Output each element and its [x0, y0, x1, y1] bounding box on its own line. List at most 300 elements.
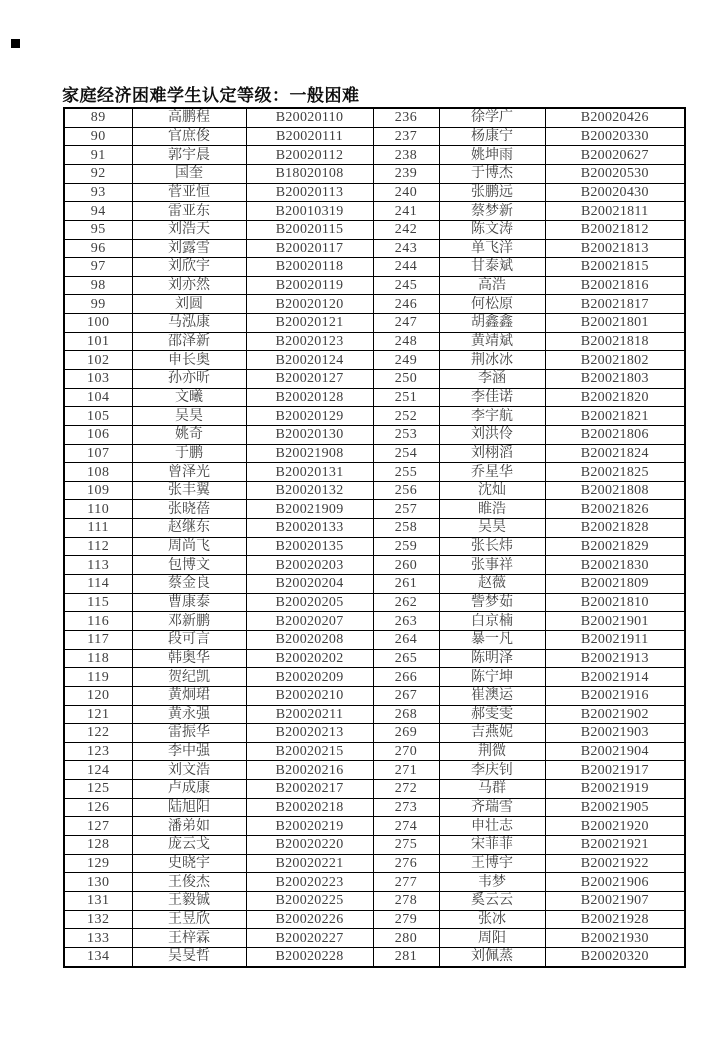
table-row — [64, 127, 685, 146]
student-id-cell: B20021906 — [545, 873, 685, 892]
serial-cell: 109 — [64, 481, 132, 500]
student-id-cell: B20020221 — [246, 854, 373, 873]
student-id-cell: B20021825 — [545, 463, 685, 482]
name-cell: 荆微 — [439, 742, 545, 761]
student-id-cell: B20020131 — [246, 463, 373, 482]
name-cell: 宋菲菲 — [439, 836, 545, 855]
table-row — [64, 258, 685, 277]
student-id-cell: B20020203 — [246, 556, 373, 575]
serial-cell: 268 — [373, 705, 439, 724]
serial-cell: 270 — [373, 742, 439, 761]
name-cell: 官庶俊 — [132, 127, 246, 146]
student-id-cell: B20020330 — [545, 127, 685, 146]
name-cell: 刘文浩 — [132, 761, 246, 780]
name-cell: 徐学广 — [439, 108, 545, 127]
student-id-cell: B20020117 — [246, 239, 373, 258]
table-row — [64, 817, 685, 836]
serial-cell: 274 — [373, 817, 439, 836]
name-cell: 白京楠 — [439, 612, 545, 631]
name-cell: 曾泽光 — [132, 463, 246, 482]
serial-cell: 121 — [64, 705, 132, 724]
student-id-cell: B20020119 — [246, 276, 373, 295]
serial-cell: 241 — [373, 202, 439, 221]
table-row — [64, 276, 685, 295]
name-cell: 刘亦然 — [132, 276, 246, 295]
student-id-cell: B20020213 — [246, 724, 373, 743]
student-id-cell: B20020215 — [246, 742, 373, 761]
student-id-cell: B20020209 — [246, 668, 373, 687]
name-cell: 胡鑫鑫 — [439, 314, 545, 333]
name-cell: 暴一凡 — [439, 630, 545, 649]
student-id-cell: B20021905 — [545, 798, 685, 817]
student-id-cell: B20021908 — [246, 444, 373, 463]
student-id-cell: B20021920 — [545, 817, 685, 836]
name-cell: 潘弟如 — [132, 817, 246, 836]
serial-cell: 237 — [373, 127, 439, 146]
name-cell: 周阳 — [439, 929, 545, 948]
student-id-cell: B20020205 — [246, 593, 373, 612]
student-id-cell: B20020130 — [246, 425, 373, 444]
name-cell: 陈明泽 — [439, 649, 545, 668]
name-cell: 菅亚恒 — [132, 183, 246, 202]
table-row — [64, 519, 685, 538]
table-row — [64, 220, 685, 239]
serial-cell: 97 — [64, 258, 132, 277]
student-id-cell: B20020211 — [246, 705, 373, 724]
serial-cell: 132 — [64, 910, 132, 929]
name-cell: 曹康泰 — [132, 593, 246, 612]
serial-cell: 257 — [373, 500, 439, 519]
serial-cell: 236 — [373, 108, 439, 127]
name-cell: 黄炯珺 — [132, 686, 246, 705]
name-cell: 张晓蓓 — [132, 500, 246, 519]
student-id-cell: B20020120 — [246, 295, 373, 314]
name-cell: 陈宁坤 — [439, 668, 545, 687]
serial-cell: 110 — [64, 500, 132, 519]
student-id-cell: B20021802 — [545, 351, 685, 370]
serial-cell: 125 — [64, 780, 132, 799]
student-id-cell: B20021824 — [545, 444, 685, 463]
serial-cell: 278 — [373, 891, 439, 910]
name-cell: 吉燕妮 — [439, 724, 545, 743]
serial-cell: 248 — [373, 332, 439, 351]
table-row — [64, 649, 685, 668]
serial-cell: 111 — [64, 519, 132, 538]
name-cell: 王昱欣 — [132, 910, 246, 929]
student-id-cell: B20020204 — [246, 575, 373, 594]
name-cell: 睢浩 — [439, 500, 545, 519]
serial-cell: 106 — [64, 425, 132, 444]
serial-cell: 279 — [373, 910, 439, 929]
name-cell: 刘佩蒸 — [439, 947, 545, 967]
name-cell: 乔星华 — [439, 463, 545, 482]
student-id-cell: B20020135 — [246, 537, 373, 556]
student-id-cell: B20021829 — [545, 537, 685, 556]
name-cell: 黄永强 — [132, 705, 246, 724]
table-row — [64, 500, 685, 519]
name-cell: 王俊杰 — [132, 873, 246, 892]
table-row — [64, 239, 685, 258]
serial-cell: 103 — [64, 369, 132, 388]
serial-cell: 101 — [64, 332, 132, 351]
student-id-cell: B20020226 — [246, 910, 373, 929]
table-row — [64, 481, 685, 500]
student-id-cell: B20020223 — [246, 873, 373, 892]
student-id-cell: B20020216 — [246, 761, 373, 780]
student-id-cell: B20021928 — [545, 910, 685, 929]
serial-cell: 247 — [373, 314, 439, 333]
table-row — [64, 444, 685, 463]
student-id-cell: B20021917 — [545, 761, 685, 780]
serial-cell: 271 — [373, 761, 439, 780]
serial-cell: 244 — [373, 258, 439, 277]
name-cell: 高浩 — [439, 276, 545, 295]
name-cell: 张丰翼 — [132, 481, 246, 500]
serial-cell: 99 — [64, 295, 132, 314]
student-id-cell: B20020320 — [545, 947, 685, 967]
name-cell: 邵泽新 — [132, 332, 246, 351]
table-row — [64, 314, 685, 333]
serial-cell: 114 — [64, 575, 132, 594]
student-id-cell: B20020225 — [246, 891, 373, 910]
serial-cell: 126 — [64, 798, 132, 817]
student-id-cell: B20020124 — [246, 351, 373, 370]
student-id-cell: B20020219 — [246, 817, 373, 836]
serial-cell: 264 — [373, 630, 439, 649]
student-id-cell: B20021916 — [545, 686, 685, 705]
table-row — [64, 798, 685, 817]
serial-cell: 118 — [64, 649, 132, 668]
serial-cell: 116 — [64, 612, 132, 631]
serial-cell: 249 — [373, 351, 439, 370]
serial-cell: 102 — [64, 351, 132, 370]
serial-cell: 275 — [373, 836, 439, 855]
student-id-cell: B20021821 — [545, 407, 685, 426]
serial-cell: 267 — [373, 686, 439, 705]
student-id-cell: B20020530 — [545, 164, 685, 183]
student-id-cell: B20021911 — [545, 630, 685, 649]
name-cell: 马群 — [439, 780, 545, 799]
name-cell: 史晓宇 — [132, 854, 246, 873]
name-cell: 陈文涛 — [439, 220, 545, 239]
name-cell: 荆冰冰 — [439, 351, 545, 370]
student-id-cell: B20020210 — [246, 686, 373, 705]
serial-cell: 239 — [373, 164, 439, 183]
table-row — [64, 836, 685, 855]
name-cell: 庞云戈 — [132, 836, 246, 855]
name-cell: 单飞洋 — [439, 239, 545, 258]
student-id-cell: B20021921 — [545, 836, 685, 855]
student-id-cell: B20021810 — [545, 593, 685, 612]
student-id-cell: B20020128 — [246, 388, 373, 407]
name-cell: 黄靖斌 — [439, 332, 545, 351]
student-id-cell: B20021817 — [545, 295, 685, 314]
table-row — [64, 183, 685, 202]
serial-cell: 130 — [64, 873, 132, 892]
name-cell: 韦梦 — [439, 873, 545, 892]
table-row — [64, 369, 685, 388]
name-cell: 蔡梦新 — [439, 202, 545, 221]
name-cell: 李庆钊 — [439, 761, 545, 780]
serial-cell: 252 — [373, 407, 439, 426]
student-id-cell: B20021914 — [545, 668, 685, 687]
serial-cell: 95 — [64, 220, 132, 239]
name-cell: 齐瑞雪 — [439, 798, 545, 817]
table-row — [64, 891, 685, 910]
serial-cell: 269 — [373, 724, 439, 743]
student-id-cell: B20021813 — [545, 239, 685, 258]
serial-cell: 251 — [373, 388, 439, 407]
name-cell: 邓新鹏 — [132, 612, 246, 631]
name-cell: 陆旭阳 — [132, 798, 246, 817]
student-id-cell: B20021830 — [545, 556, 685, 575]
student-id-cell: B20020110 — [246, 108, 373, 127]
serial-cell: 98 — [64, 276, 132, 295]
table-row — [64, 854, 685, 873]
serial-cell: 133 — [64, 929, 132, 948]
serial-cell: 261 — [373, 575, 439, 594]
serial-cell: 92 — [64, 164, 132, 183]
student-id-cell: B20020208 — [246, 630, 373, 649]
serial-cell: 245 — [373, 276, 439, 295]
table-row — [64, 612, 685, 631]
student-id-cell: B20020123 — [246, 332, 373, 351]
student-id-cell: B20020132 — [246, 481, 373, 500]
serial-cell: 243 — [373, 239, 439, 258]
student-id-cell: B20021907 — [545, 891, 685, 910]
name-cell: 包博文 — [132, 556, 246, 575]
name-cell: 于博杰 — [439, 164, 545, 183]
serial-cell: 124 — [64, 761, 132, 780]
serial-cell: 254 — [373, 444, 439, 463]
name-cell: 蔡金良 — [132, 575, 246, 594]
table-row — [64, 910, 685, 929]
name-cell: 申壮志 — [439, 817, 545, 836]
name-cell: 郝雯雯 — [439, 705, 545, 724]
table-row — [64, 686, 685, 705]
name-cell: 赵薇 — [439, 575, 545, 594]
name-cell: 张冰 — [439, 910, 545, 929]
name-cell: 张长炜 — [439, 537, 545, 556]
student-id-cell: B20020218 — [246, 798, 373, 817]
student-id-cell: B20021913 — [545, 649, 685, 668]
table-row — [64, 761, 685, 780]
table-row — [64, 463, 685, 482]
name-cell: 刘露雪 — [132, 239, 246, 258]
serial-cell: 273 — [373, 798, 439, 817]
serial-cell: 107 — [64, 444, 132, 463]
table-row — [64, 295, 685, 314]
name-cell: 雷亚东 — [132, 202, 246, 221]
serial-cell: 281 — [373, 947, 439, 967]
serial-cell: 100 — [64, 314, 132, 333]
name-cell: 高鹏程 — [132, 108, 246, 127]
student-id-cell: B20020426 — [545, 108, 685, 127]
name-cell: 国奎 — [132, 164, 246, 183]
student-id-cell: B20021809 — [545, 575, 685, 594]
name-cell: 卢成康 — [132, 780, 246, 799]
student-id-cell: B20021930 — [545, 929, 685, 948]
name-cell: 王博宇 — [439, 854, 545, 873]
serial-cell: 112 — [64, 537, 132, 556]
serial-cell: 272 — [373, 780, 439, 799]
name-cell: 李涵 — [439, 369, 545, 388]
student-id-cell: B20020133 — [246, 519, 373, 538]
name-cell: 李宇航 — [439, 407, 545, 426]
name-cell: 杨康宁 — [439, 127, 545, 146]
serial-cell: 94 — [64, 202, 132, 221]
student-id-cell: B20020202 — [246, 649, 373, 668]
table-row — [64, 388, 685, 407]
student-id-cell: B20020228 — [246, 947, 373, 967]
name-cell: 姚坤雨 — [439, 146, 545, 165]
student-id-cell: B20021806 — [545, 425, 685, 444]
name-cell: 甘泰斌 — [439, 258, 545, 277]
name-cell: 贺纪凯 — [132, 668, 246, 687]
name-cell: 何松原 — [439, 295, 545, 314]
serial-cell: 96 — [64, 239, 132, 258]
serial-cell: 240 — [373, 183, 439, 202]
table-row — [64, 873, 685, 892]
table-row — [64, 164, 685, 183]
student-id-cell: B20020121 — [246, 314, 373, 333]
serial-cell: 120 — [64, 686, 132, 705]
serial-cell: 280 — [373, 929, 439, 948]
table-row — [64, 742, 685, 761]
table-row — [64, 593, 685, 612]
table-row — [64, 537, 685, 556]
student-id-cell: B20021828 — [545, 519, 685, 538]
serial-cell: 91 — [64, 146, 132, 165]
student-id-cell: B20020430 — [545, 183, 685, 202]
name-cell: 姚奇 — [132, 425, 246, 444]
name-cell: 吴昊 — [439, 519, 545, 538]
student-id-cell: B20020217 — [246, 780, 373, 799]
name-cell: 申长奥 — [132, 351, 246, 370]
student-table-body — [64, 108, 685, 967]
student-id-cell: B20020207 — [246, 612, 373, 631]
student-id-cell: B20020220 — [246, 836, 373, 855]
serial-cell: 253 — [373, 425, 439, 444]
name-cell: 王毅铖 — [132, 891, 246, 910]
name-cell: 雷振华 — [132, 724, 246, 743]
serial-cell: 93 — [64, 183, 132, 202]
student-id-cell: B20021903 — [545, 724, 685, 743]
name-cell: 李中强 — [132, 742, 246, 761]
student-id-cell: B20021902 — [545, 705, 685, 724]
serial-cell: 123 — [64, 742, 132, 761]
table-row — [64, 630, 685, 649]
student-id-cell: B20021904 — [545, 742, 685, 761]
student-id-cell: B20021820 — [545, 388, 685, 407]
serial-cell: 90 — [64, 127, 132, 146]
serial-cell: 256 — [373, 481, 439, 500]
table-row — [64, 407, 685, 426]
name-cell: 奚云云 — [439, 891, 545, 910]
serial-cell: 115 — [64, 593, 132, 612]
student-id-cell: B20021801 — [545, 314, 685, 333]
page-title: 家庭经济困难学生认定等级：一般困难 — [62, 86, 360, 105]
name-cell: 刘浩天 — [132, 220, 246, 239]
serial-cell: 122 — [64, 724, 132, 743]
serial-cell: 104 — [64, 388, 132, 407]
student-id-cell: B20021919 — [545, 780, 685, 799]
table-row — [64, 724, 685, 743]
student-id-cell: B20021812 — [545, 220, 685, 239]
student-id-cell: B20021816 — [545, 276, 685, 295]
serial-cell: 260 — [373, 556, 439, 575]
name-cell: 吴昊 — [132, 407, 246, 426]
serial-cell: 255 — [373, 463, 439, 482]
student-id-cell: B20021901 — [545, 612, 685, 631]
serial-cell: 105 — [64, 407, 132, 426]
name-cell: 马泓康 — [132, 314, 246, 333]
table-row — [64, 705, 685, 724]
student-id-cell: B20021815 — [545, 258, 685, 277]
student-id-cell: B20020111 — [246, 127, 373, 146]
table-row — [64, 332, 685, 351]
serial-cell: 113 — [64, 556, 132, 575]
name-cell: 刘圆 — [132, 295, 246, 314]
serial-cell: 128 — [64, 836, 132, 855]
student-id-cell: B20020227 — [246, 929, 373, 948]
name-cell: 李佳诺 — [439, 388, 545, 407]
serial-cell: 108 — [64, 463, 132, 482]
name-cell: 沈灿 — [439, 481, 545, 500]
name-cell: 文曦 — [132, 388, 246, 407]
table-row — [64, 929, 685, 948]
name-cell: 赵继东 — [132, 519, 246, 538]
serial-cell: 89 — [64, 108, 132, 127]
student-id-cell: B20021826 — [545, 500, 685, 519]
name-cell: 刘欣宇 — [132, 258, 246, 277]
serial-cell: 277 — [373, 873, 439, 892]
name-cell: 段可言 — [132, 630, 246, 649]
student-id-cell: B18020108 — [246, 164, 373, 183]
serial-cell: 129 — [64, 854, 132, 873]
name-cell: 訾梦茹 — [439, 593, 545, 612]
student-id-cell: B20010319 — [246, 202, 373, 221]
serial-cell: 258 — [373, 519, 439, 538]
serial-cell: 265 — [373, 649, 439, 668]
serial-cell: 266 — [373, 668, 439, 687]
table-row — [64, 668, 685, 687]
student-id-cell: B20020127 — [246, 369, 373, 388]
name-cell: 张事祥 — [439, 556, 545, 575]
table-row — [64, 947, 685, 967]
student-id-cell: B20021922 — [545, 854, 685, 873]
page-corner-mark — [11, 39, 20, 48]
serial-cell: 246 — [373, 295, 439, 314]
name-cell: 韩奥华 — [132, 649, 246, 668]
serial-cell: 250 — [373, 369, 439, 388]
student-table — [63, 107, 686, 968]
name-cell: 郭宇晨 — [132, 146, 246, 165]
serial-cell: 262 — [373, 593, 439, 612]
student-id-cell: B20020129 — [246, 407, 373, 426]
serial-cell: 127 — [64, 817, 132, 836]
name-cell: 周尚飞 — [132, 537, 246, 556]
serial-cell: 119 — [64, 668, 132, 687]
name-cell: 刘洪伶 — [439, 425, 545, 444]
name-cell: 崔澳运 — [439, 686, 545, 705]
table-row — [64, 146, 685, 165]
serial-cell: 263 — [373, 612, 439, 631]
student-id-cell: B20021909 — [246, 500, 373, 519]
serial-cell: 134 — [64, 947, 132, 967]
serial-cell: 117 — [64, 630, 132, 649]
table-row — [64, 108, 685, 127]
